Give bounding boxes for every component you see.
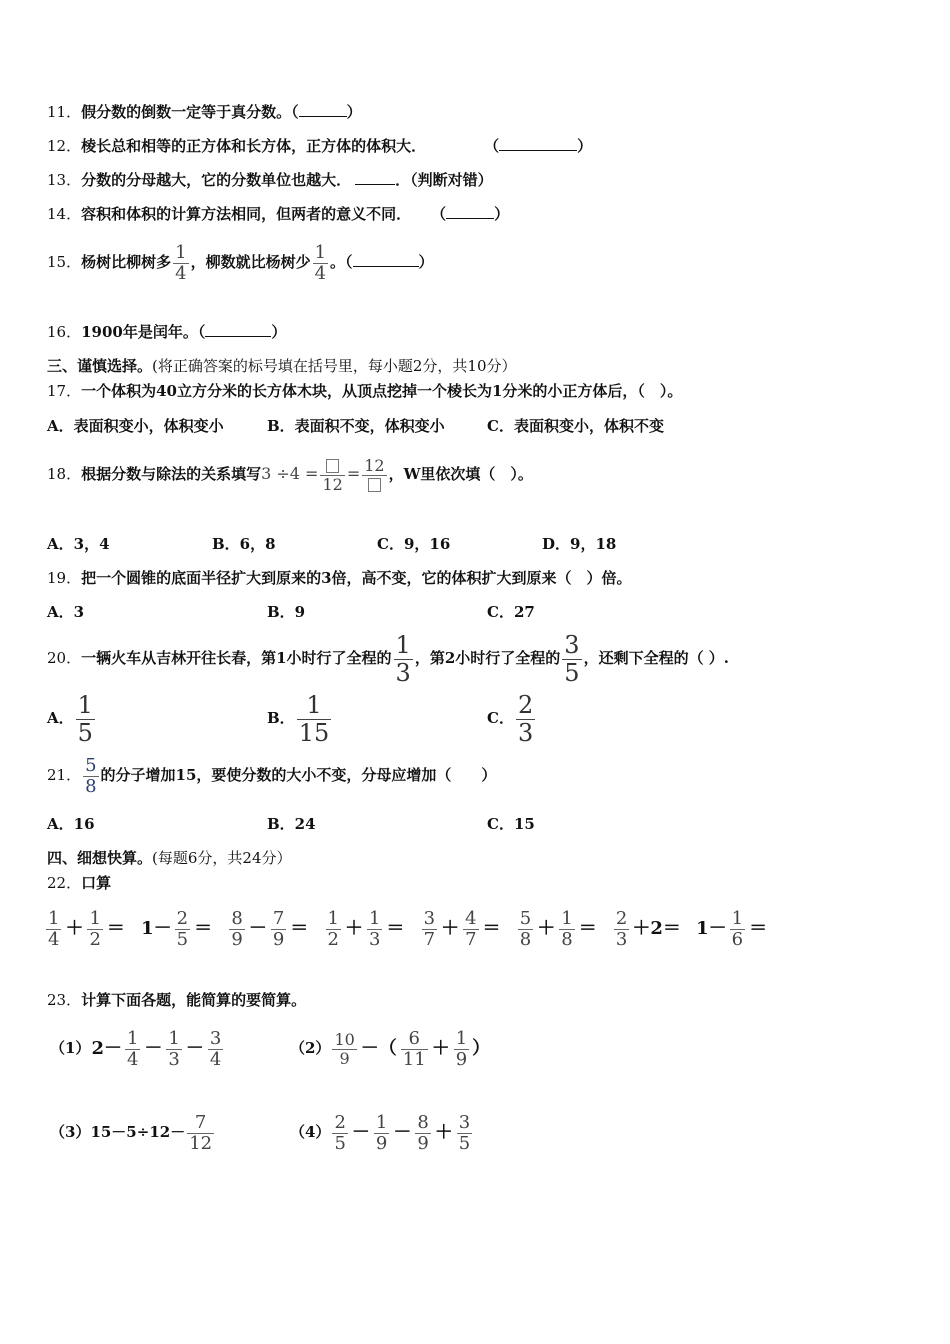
section-3-heading: 三、谨慎选择。(将正确答案的标号填在括号里，每小题2分，共10分） — [47, 357, 517, 375]
question-text: 棱长总和相等的正方体和长方体，正方体的体积大． — [81, 137, 427, 155]
calc-item-5: $\frac{3}{7}$ ＋ $\frac{4}{7}$ ＝ — [423, 907, 501, 950]
question-number: 22． — [47, 874, 82, 892]
option-a[interactable]: A．3 — [47, 603, 85, 621]
option-b[interactable]: B．表面积不变，体积变小 — [267, 417, 445, 435]
question-text: 口算 — [81, 874, 112, 892]
question-number: 14． — [47, 205, 82, 223]
calc-item-4: $\frac{1}{2}$ ＋ $\frac{1}{3}$ ＝ — [327, 907, 405, 950]
question-number: 16． — [47, 323, 82, 341]
question-number: 13． — [47, 171, 82, 189]
blank-box[interactable] — [368, 478, 381, 492]
option-c[interactable]: C．15 — [487, 815, 535, 833]
problem-3: （3）15－5÷12－ $\frac{7}{12}$ — [50, 1111, 213, 1154]
question-number: 21． — [47, 766, 82, 784]
calc-item-8: 1－ $\frac{1}{6}$ ＝ — [696, 907, 768, 950]
question-text: 把一个圆锥的底面半径扩大到原来的3倍，高不变，它的体积扩大到原来（ ）倍。 — [81, 569, 632, 587]
option-d[interactable]: D．9，18 — [542, 535, 617, 553]
answer-blank[interactable] — [353, 252, 419, 267]
calc-item-6: $\frac{5}{8}$ ＋ $\frac{1}{8}$ ＝ — [519, 907, 597, 950]
question-text: 1900年是闰年。（ — [81, 323, 206, 341]
question-12: 12．棱长总和相等的正方体和长方体，正方体的体积大． （ ） — [47, 137, 593, 155]
fraction: $\frac{1}{4}$ — [314, 241, 327, 284]
question-21 — [47, 750, 496, 800]
option-a[interactable]: A．16 — [47, 815, 95, 833]
fraction: $\frac{1}{3}$ — [395, 631, 411, 687]
fraction: 12 — [320, 457, 344, 493]
option-b[interactable]: B．24 — [267, 815, 316, 833]
question-text: 计算下面各题，能简算的要简算。 — [81, 991, 307, 1009]
calc-item-2: 1－ $\frac{2}{5}$ ＝ — [141, 907, 213, 950]
fraction: 12 — [362, 457, 386, 493]
question-text: 容积和体积的计算方法相同，但两者的意义不同． — [81, 205, 412, 223]
question-number: 23． — [47, 991, 82, 1009]
fraction: $\frac{5}{8}$ — [85, 754, 97, 797]
calc-item-3: $\frac{8}{9}$ － $\frac{7}{9}$ ＝ — [231, 907, 309, 950]
calc-item-7: $\frac{2}{3}$ ＋2＝ — [615, 907, 681, 950]
question-number: 18． — [47, 465, 82, 483]
answer-blank[interactable] — [355, 170, 395, 185]
answer-blank[interactable] — [205, 322, 271, 337]
calc-item-1: $\frac{1}{4}$ ＋ $\frac{1}{2}$ ＝ — [48, 907, 125, 950]
question-16: 16．1900年是闰年。（ ） — [47, 323, 287, 341]
question-13: 13．分数的分母越大，它的分数单位也越大． ．（判断对错） — [47, 171, 493, 189]
question-23 — [47, 990, 306, 1010]
question-22 — [47, 873, 111, 893]
question-number: 15． — [47, 253, 82, 271]
mental-math-row — [44, 902, 769, 955]
option-b[interactable]: B． $\frac{1}{15}$ — [267, 691, 330, 747]
fraction: $\frac{2}{3}$ — [517, 691, 534, 747]
question-text: 假分数的倒数一定等于真分数。（ — [81, 103, 299, 121]
question-20: 20．一辆火车从吉林开往长春，第1小时行了全程的 $\frac{1}{3}$ ，第2小时行了全程的 $\frac{3}{5}$ ，还剩下全程的（ ）. — [47, 631, 730, 687]
option-c[interactable]: C．27 — [487, 603, 535, 621]
section-4-heading: 四、细想快算。(每题6分，共24分） — [47, 849, 292, 867]
question-text: 分数的分母越大，它的分数单位也越大． — [81, 171, 352, 189]
option-a[interactable]: A．3，4 — [47, 535, 110, 553]
fraction: $\frac{1}{15}$ — [298, 691, 330, 747]
answer-blank[interactable] — [499, 136, 577, 151]
option-a[interactable]: A． $\frac{1}{5}$ — [47, 691, 93, 747]
option-a[interactable]: A．表面积变小，体积变小 — [47, 417, 224, 435]
question-18: 18．根据分数与除法的关系填写3 ÷4 = 12 = 12 ，W里依次填（ ）。 — [47, 455, 533, 494]
fraction: $\frac{1}{4}$ — [175, 241, 187, 284]
blank-box[interactable] — [326, 459, 339, 473]
option-c[interactable]: C．表面积变小，体积不变 — [487, 417, 664, 435]
problem-1: （1）2－ $\frac{1}{4}$ － $\frac{1}{3}$ － $\frac{3}{4}$ — [50, 1027, 222, 1070]
problem-2: （2） $\frac{10}{9}$ －（ $\frac{6}{11}$ ＋ $\frac{1}{9}$ ） — [290, 1027, 491, 1070]
problem-4: （4） $\frac{2}{5}$ － $\frac{1}{9}$ － $\frac{8}{9}$ ＋ $\frac{3}{5}$ — [290, 1111, 471, 1154]
question-text: 的分子增加15，要使分数的大小不变，分母应增加（ ） — [100, 766, 497, 784]
question-text: 一个体积为40立方分米的长方体木块，从顶点挖掉一个棱长为1分米的小正方体后，（ ）。 — [81, 382, 683, 400]
answer-blank[interactable] — [299, 102, 347, 117]
question-15: 15．杨树比柳树多 $\frac{1}{4}$ ，柳数就比杨树少 $\frac{1}{4}$ 。（ ） — [47, 241, 434, 284]
fraction: $\frac{3}{5}$ — [564, 631, 580, 687]
question-19 — [47, 568, 632, 588]
fraction: $\frac{1}{5}$ — [77, 691, 93, 747]
question-number: 12． — [47, 137, 82, 155]
option-c[interactable]: C． $\frac{2}{3}$ — [487, 691, 534, 747]
answer-blank[interactable] — [446, 204, 494, 219]
question-11: 11．假分数的倒数一定等于真分数。（ ） — [47, 103, 362, 121]
question-17 — [47, 381, 682, 401]
question-number: 20． — [47, 649, 82, 667]
option-b[interactable]: B．6，8 — [212, 535, 276, 553]
question-14: 14．容积和体积的计算方法相同，但两者的意义不同． （ ） — [47, 205, 510, 223]
question-number: 11． — [47, 103, 82, 121]
option-b[interactable]: B．9 — [267, 603, 306, 621]
question-number: 19． — [47, 569, 82, 587]
option-c[interactable]: C．9，16 — [377, 535, 451, 553]
question-number: 17． — [47, 382, 82, 400]
